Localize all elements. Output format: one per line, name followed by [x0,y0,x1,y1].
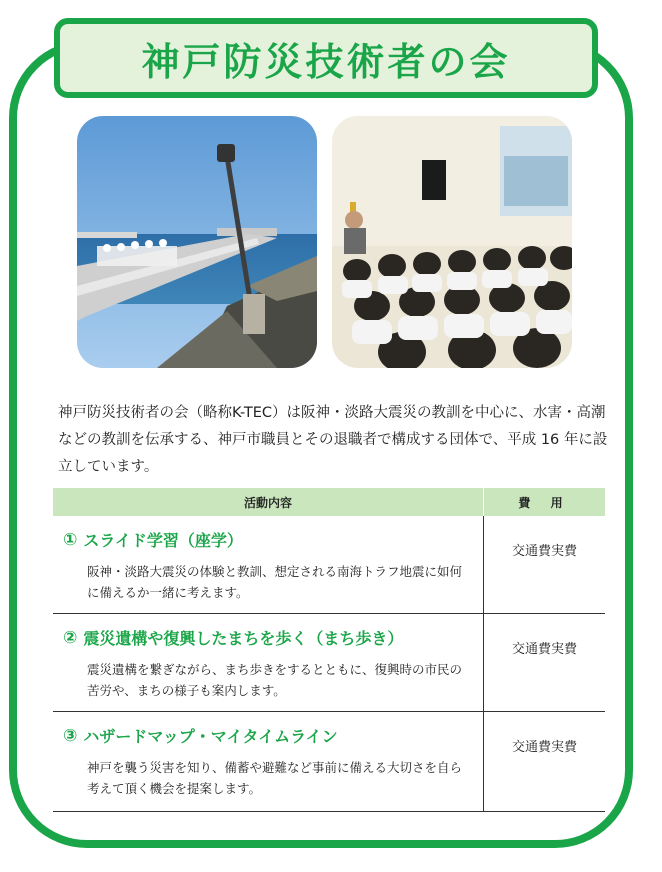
activity-title: 震災遺構や復興したまちを歩く（まち歩き） [83,629,404,648]
table-row [53,516,605,614]
activity-number: ① [63,529,78,550]
activity-title: ハザードマップ・マイタイムライン [83,727,338,746]
activities-table [53,488,605,812]
activity-heading [63,724,483,747]
table-header-row [53,488,605,516]
table-row [53,614,605,712]
activity-title: スライド学習（座学） [83,531,243,550]
title-banner [54,18,598,98]
page-title: 神戸防災技術者の会 [141,39,511,84]
cost-cell: 交通費実費 [484,516,606,614]
header-activity: 活動内容 [53,488,484,516]
intro-paragraph: 神戸防災技術者の会（略称K-TEC）は阪神・淡路大震災の教訓を中心に、水害・高潮などの教訓を伝承する、神戸市職員とその退職者で構成する団体で、平成 16 年に設立しています。 [58,405,608,475]
activity-cell [53,712,484,812]
photo-lecture-hall [332,116,572,368]
activity-number: ③ [63,725,78,746]
activity-description: 神戸を襲う災害を知り、備蓄や避難など事前に備える大切さを自ら考えて頂く機会を提案します。 [87,760,463,796]
photo-waterfront-memorial [77,116,317,368]
activity-cell [53,614,484,712]
activity-description: 阪神・淡路大震災の体験と教訓、想定される南海トラフ地震に如何に備えるか一緒に考えます。 [87,564,463,600]
cost-cell: 交通費実費 [484,614,606,712]
activity-heading [63,626,483,649]
table-row [53,712,605,812]
header-cost: 費 用 [484,488,606,516]
activity-description: 震災遺構を繋ぎながら、まち歩きをするとともに、復興時の市民の苦労や、まちの様子も案内します。 [87,662,463,698]
activity-heading [63,528,483,551]
cost-cell: 交通費実費 [484,712,606,812]
activity-number: ② [63,627,78,648]
activity-cell [53,516,484,614]
